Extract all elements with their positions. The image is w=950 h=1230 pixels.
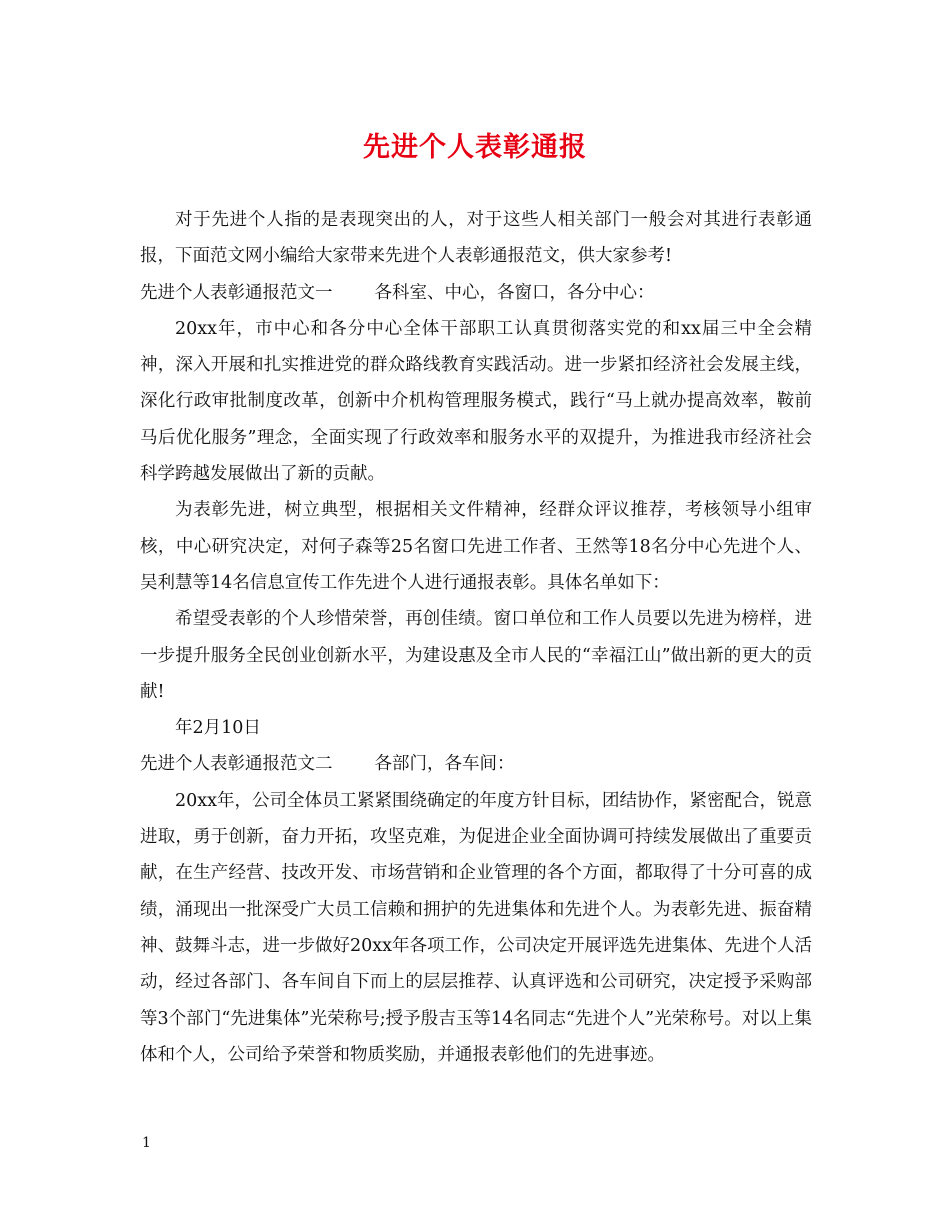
page-number: 1 bbox=[142, 1135, 151, 1151]
sample1-heading: 先进个人表彰通报范文一 bbox=[140, 282, 333, 303]
sample2-salutation: 各部门，各车间： bbox=[374, 754, 515, 775]
sample1-paragraph-3: 希望受表彰的个人珍惜荣誉，再创佳绩。窗口单位和工作人员要以先进为榜样，进一步提升服务全民创业创新水平，为建设惠及全市人民的“幸福江山”做出新的更大的贡献! bbox=[140, 609, 812, 702]
document-body bbox=[140, 202, 812, 1073]
document-title: 先进个人表彰通报 bbox=[363, 132, 587, 163]
sample1-salutation: 各科室、中心，各窗口，各分中心： bbox=[374, 282, 655, 303]
sample1-date: 年2月10日 bbox=[175, 718, 261, 739]
sample1-heading-line bbox=[140, 275, 812, 311]
sample2-heading: 先进个人表彰通报范文二 bbox=[140, 754, 333, 775]
sample2-paragraph-1: 20xx年，公司全体员工紧紧围绕确定的年度方针目标，团结协作，紧密配合，锐意进取，勇于创新，奋力开拓，攻坚克难，为促进企业全面协调可持续发展做出了重要贡献，在生产经营、技改开发、市场营销和企业管理的各个方面，都取得了十分可喜的成绩，涌现出一批深受广大员工信赖和拥护的先进集体和先进个人。为表彰先进、振奋精神、鼓舞斗志，进一步做好20xx年各项工作，公司决定开展评选先进集体、先进个人活动，经过各部门、各车间自下而上的层层推荐、认真评选和公司研究，决定授予采购部等3个部门“先进集体”光荣称号;授予殷吉玉等14名同志“先进个人”光荣称号。对以上集体和个人，公司给予荣誉和物质奖励，并通报表彰他们的先进事迹。 bbox=[140, 790, 813, 1065]
sample2-heading-line bbox=[140, 746, 812, 782]
sample1-paragraph-1: 20xx年，市中心和各分中心全体干部职工认真贯彻落实党的和xx届三中全会精神，深入开展和扎实推进党的群众路线教育实践活动。进一步紧扣经济社会发展主线，深化行政审批制度改革，创新中介机构管理服务模式，践行“马上就办提高效率，鞍前马后优化服务”理念，全面实现了行政效率和服务水平的双提升，为推进我市经济社会科学跨越发展做出了新的贡献。 bbox=[140, 318, 812, 485]
sample1-paragraph-2: 为表彰先进，树立典型，根据相关文件精神，经群众评议推荐，考核领导小组审核，中心研究决定，对何子森等25名窗口先进工作者、王然等18名分中心先进个人、吴利慧等14名信息宣传工作先进个人进行通报表彰。具体名单如下： bbox=[140, 500, 812, 593]
intro-paragraph: 对于先进个人指的是表现突出的人，对于这些人相关部门一般会对其进行表彰通报，下面范文网小编给大家带来先进个人表彰通报范文，供大家参考! bbox=[140, 210, 812, 267]
